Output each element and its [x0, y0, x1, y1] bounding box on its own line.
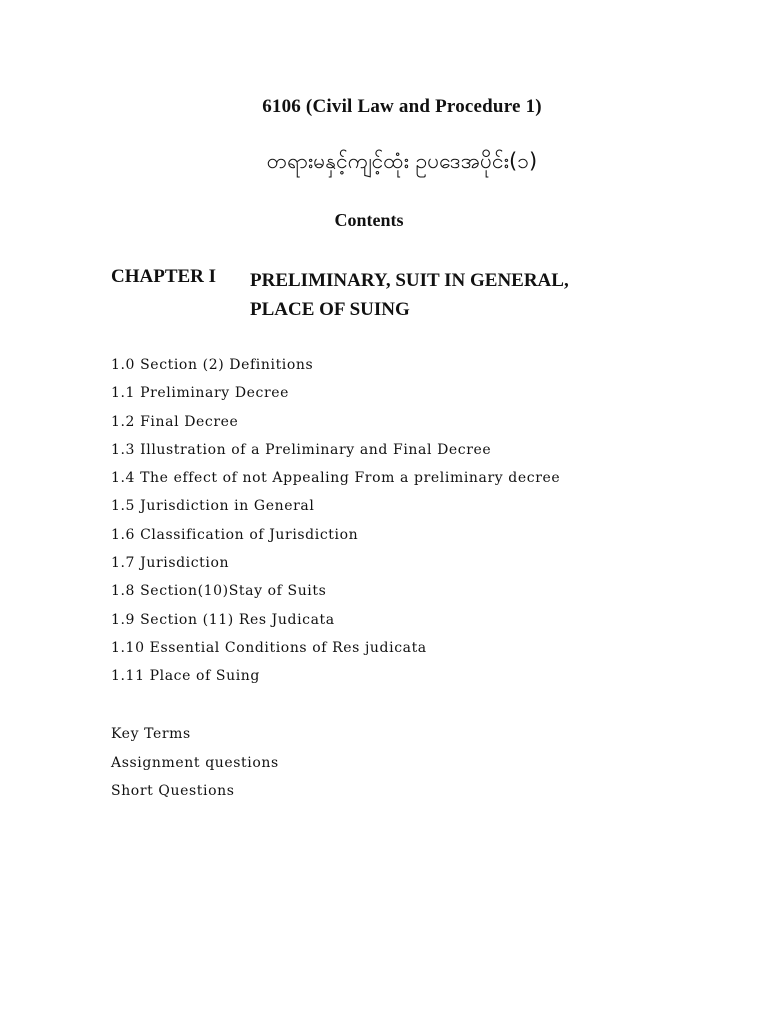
chapter-title: [250, 266, 569, 324]
toc-item: 1.10 Essential Conditions of Res judicata: [111, 639, 427, 656]
toc-item: 1.1 Preliminary Decree: [111, 385, 290, 402]
toc-item: 1.8 Section(10)Stay of Suits: [111, 583, 327, 600]
assignment-questions-item: Assignment questions: [111, 754, 279, 771]
toc-item: 1.0 Section (2) Definitions: [111, 357, 314, 373]
chapter-label: CHAPTER I: [111, 266, 217, 287]
toc-list: [111, 354, 560, 694]
toc-item: 1.6 Classification of Jurisdiction: [111, 526, 359, 543]
toc-item: 1.3 Illustration of a Preliminary and Final Decree: [111, 441, 492, 458]
course-title-myanmar: တရားမနှင့်ကျင့်ထုံး ဥပဒေအပိုင်း(၁): [266, 149, 538, 173]
chapter-title-line: PLACE OF SUING: [250, 299, 410, 320]
key-terms-item: Key Terms: [111, 726, 191, 742]
toc-item: 1.5 Jurisdiction in General: [111, 498, 315, 515]
extras-list: [111, 723, 279, 809]
toc-item: 1.9 Section (11) Res Judicata: [111, 611, 335, 628]
toc-item: 1.4 The effect of not Appealing From a preliminary decree: [111, 470, 561, 487]
course-title: 6106 (Civil Law and Procedure 1): [262, 96, 542, 117]
short-questions-item: Short Questions: [111, 783, 235, 799]
contents-heading: Contents: [334, 210, 404, 230]
toc-item: 1.2 Final Decree: [111, 413, 239, 430]
toc-item: 1.11 Place of Suing: [111, 668, 260, 685]
chapter-title-line: PRELIMINARY, SUIT IN GENERAL,: [250, 270, 569, 291]
toc-item: 1.7 Jurisdiction: [111, 555, 230, 572]
